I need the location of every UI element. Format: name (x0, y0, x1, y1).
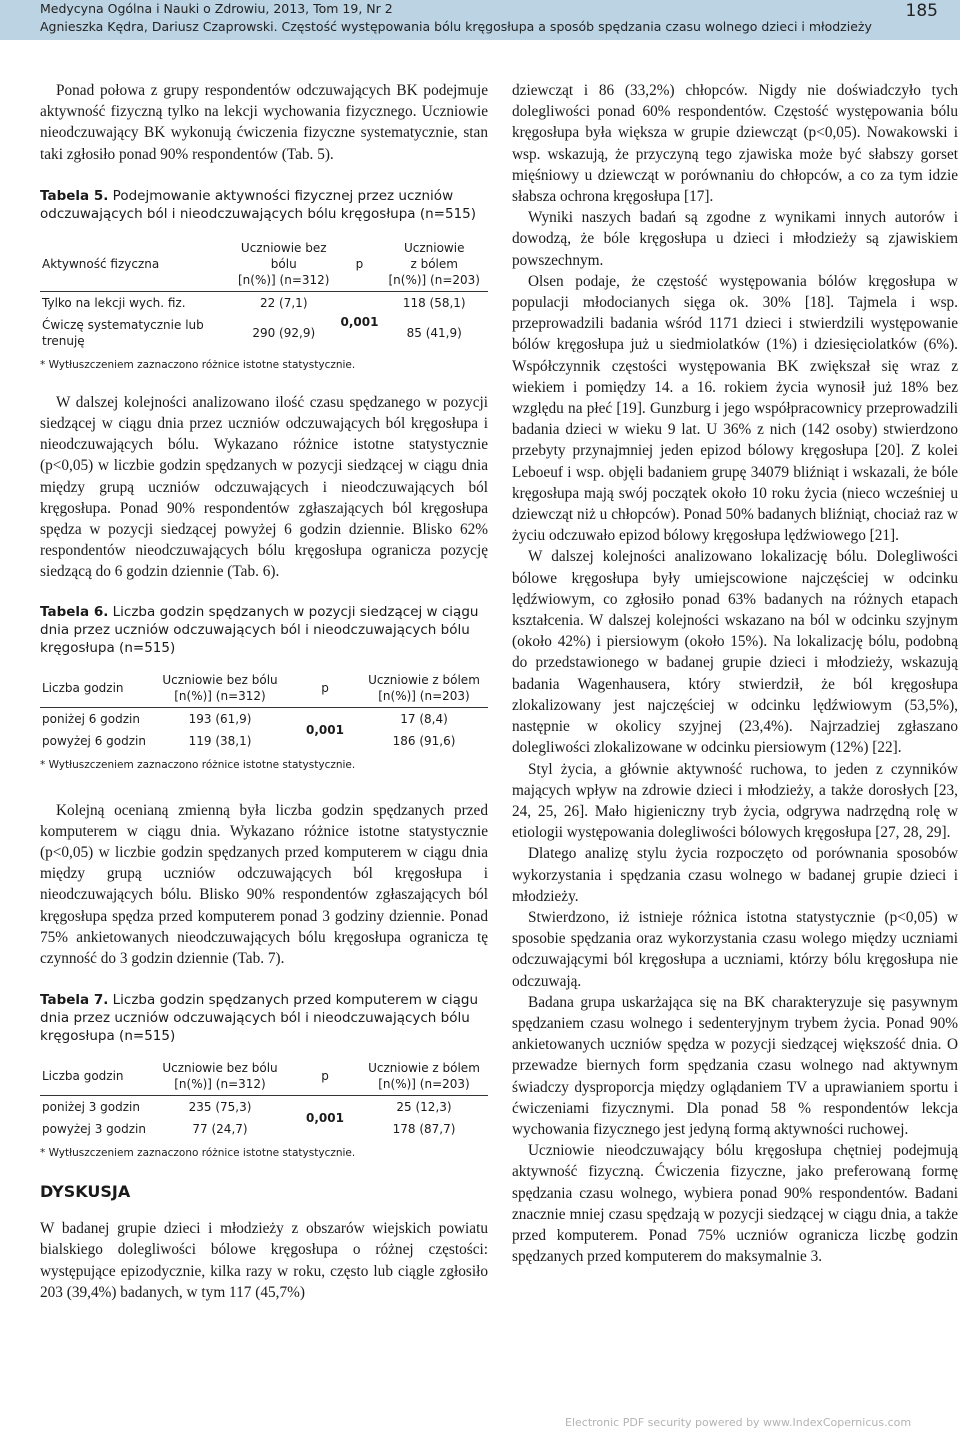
p-value: 0,001 (306, 722, 344, 737)
cell-value: 186 (91,6) (392, 733, 456, 748)
header-cell: p (290, 669, 360, 708)
header-cell: Liczba godzin (40, 1057, 150, 1096)
table-label: Tabela 5. (40, 187, 109, 204)
table-header-row (40, 237, 488, 292)
pdf-security-footer: Electronic PDF security powered by www.IndexCopernicus.com (565, 1416, 912, 1429)
cell-value: 25 (12,3) (396, 1100, 452, 1115)
caption-text: Liczba godzin spędzanych przed komputerem w ciągu dnia przez uczniów odczuwających ból i nieodczuwających bólu kręgosłupa (n=515) (40, 992, 479, 1045)
table-caption (40, 187, 488, 223)
table-row (40, 1118, 488, 1140)
row-label: poniżej 6 godzin (42, 711, 140, 726)
header-cell: Uczniowie z bólem [n(%)] (n=203) (360, 669, 488, 708)
row-label: Tylko na lekcji wych. fiz. (42, 295, 186, 310)
table-note: * Wytłuszczeniem zaznaczono różnice istotne statystycznie. (40, 758, 356, 771)
header-cell: Uczniowie bez bólu [n(%)] (n=312) (229, 237, 339, 292)
table-row (40, 291, 488, 314)
left-column (40, 80, 488, 1303)
caption-text: Liczba godzin spędzanych w pozycji siedzącej w ciągu dnia przez uczniów odczuwających ból i nieodczuwających bólu kręgosłupa (n=515) (40, 603, 479, 656)
cell-value: 85 (41,9) (406, 325, 462, 340)
running-header (0, 0, 960, 40)
paragraph: Wyniki naszych badań są zgodne z wynikami innych autorów i dowodzą, że bóle kręgosłupa u dzieci i młodzieży są zjawiskiem powszechnym. (512, 209, 958, 269)
paragraph: Styl życia, a głównie aktywność ruchowa, to jeden z czynników mających wpływ na zdrowie dzieci i młodzieży, a także dorosłych [23, 24, 25, 26]. Mało higieniczny tryb życia, odgrywa nadrzędną rolę w etiologii występowania dolegliwości bólowych kręgosłupa [27, 28, 29]. (512, 760, 958, 842)
page-number: 185 (905, 1, 938, 21)
paragraph: W badanej grupie dzieci i młodzieży z obszarów wiejskich powiatu bialskiego dolegliwości bólowe kręgosłupa o różnej częstości: występujące epizodycznie, kilka razy w roku, często lub ciągle zgłosiło 203 (39,4%) badanych, w tym 117 (45,7%) (40, 1220, 488, 1301)
paragraph: Badana grupa uskarżająca się na BK charakteryzuje się pasywnym spędzaniem czasu wolnego i sedenteryjnym trybem życia. Ponad 90% ankietowanych uczniów spędza w pozycji siedzącej większość dnia. O przewadze biernych form spędzania czasu wolnego nad aktywnym świadczy dysproporcja między oglądaniem TV a uprawianiem sportu i ćwiczeniami fizycznymi. Dla ponad 58 % respondentów lekcja wychowania fizycznego jest jedyną formą aktywności ruchowej. (512, 993, 958, 1138)
table-row (40, 1096, 488, 1119)
cell-value: 118 (58,1) (402, 295, 466, 310)
row-label: powyżej 6 godzin (42, 733, 146, 748)
data-table (40, 669, 488, 752)
p-value: 0,001 (340, 314, 379, 329)
cell-value: 17 (8,4) (400, 711, 448, 726)
cell-value: 178 (87,7) (392, 1122, 456, 1137)
table-label: Tabela 7. (40, 992, 109, 1009)
data-table (40, 237, 488, 352)
header-cell: p (290, 1057, 360, 1096)
row-label: poniżej 3 godzin (42, 1100, 140, 1115)
section-heading: DYSKUSJA (40, 1182, 131, 1202)
cell-value: 235 (75,3) (188, 1100, 252, 1115)
table-header-row (40, 1057, 488, 1096)
right-column (512, 80, 958, 1267)
table-row (40, 707, 488, 730)
header-cell: Uczniowie z bólem [n(%)] (n=203) (360, 1057, 488, 1096)
header-cell: p (338, 237, 380, 292)
table-6 (40, 603, 488, 772)
header-cell: Uczniowie bez bólu [n(%)] (n=312) (150, 1057, 290, 1096)
table-7 (40, 991, 488, 1160)
table-caption (40, 603, 488, 657)
table-5 (40, 187, 488, 372)
cell-value: 119 (38,1) (188, 733, 252, 748)
table-note: * Wytłuszczeniem zaznaczono różnice istotne statystycznie. (40, 358, 356, 371)
table-row (40, 730, 488, 752)
header-cell: Uczniowie z bólem [n(%)] (n=203) (380, 237, 488, 292)
data-table (40, 1057, 488, 1140)
table-caption (40, 991, 488, 1045)
cell-value: 290 (92,9) (252, 325, 316, 340)
cell-value: 77 (24,7) (192, 1122, 248, 1137)
caption-text: Podejmowanie aktywności fizycznej przez uczniów odczuwających ból i nieodczuwających bólu kręgosłupa (n=515) (40, 187, 477, 222)
header-cell: Uczniowie bez bólu [n(%)] (n=312) (150, 669, 290, 708)
p-value: 0,001 (306, 1111, 344, 1126)
paragraph: Stwierdzono, iż istnieje różnica istotna statystycznie (p<0,05) w sposobie spędzania oraz wykorzystania czasu wolego między uczniami odczuwającymi ból kręgosłupa a uczniami, którzy bólu kręgosłupa nie odczuwają. (512, 908, 958, 990)
paragraph: Uczniowie nieodczuwający bólu kręgosłupa chętniej podejmują aktywność fizyczną. Ćwiczenia fizyczne, jako preferowaną formę spędzania czasu wolnego, wybiera ponad 90% respondentów. Badani znacznie mniej czasu spędzają w pozycji siedzącej w ciągu dnia, a także przed komputerem. Ponad 75% uczniów ogranicza liczbę godzin spędzanych przed komputerem do maksymalnie 3. (512, 1142, 958, 1266)
header-cell: Aktywność fizyczna (40, 237, 229, 292)
paragraph: Ponad połowa z grupy respondentów odczuwających BK podejmuje aktywność fizyczną tylko na lekcji wychowania fizycznego. Uczniowie nieodczuwający BK wykonują ćwiczenia fizyczne systematycznie, stan taki zgłosiło ponad 90% respondentów (Tab. 5). (40, 82, 488, 163)
paragraph: W dalszej kolejności analizowano lokalizację bólu. Dolegliwości bólowe kręgosłupa były umiejscowione najczęściej w odcinku lędźwiowym, co zgłosiło ponad 63% badanych na różnych etapach kształcenia. W dalszej kolejności wskazano na ból w odcinku szyjnym (około 42%) i piersiowym (około 15%). Na lokalizację bólu, podobną do przedstawionego w badanej grupie dzieci i młodzieży, wskazują badania Wagenhausera, który stwierdził, że ból kręgosłupa zlokalizowany jest najczęściej w odcinku lędźwiowym (53,5%), następnie w okolicy szyjnej (23,4%). Najrzadziej zgłaszano dolegliwości zlokalizowane w odcinku piersiowym (12%) [22]. (512, 548, 958, 757)
table-label: Tabela 6. (40, 603, 109, 620)
cell-value: 22 (7,1) (259, 295, 308, 310)
paragraph: Kolejną ocenianą zmienną była liczba godzin spędzanych przed komputerem w ciągu dnia. Wykazano różnice istotne statystycznie (p<0,05) w liczbie godzin spędzanych przed komputerem w ciągu dnia między grupą uczniów odczuwających ból kręgosłupa i nieodczuwających bólu. Blisko 90% respondentów zgłaszających ból kręgosłupa spędza przed komputerem ponad 3 godziny dziennie. Ponad 75% ankietowanych nieodczuwających bólu kręgosłupa ogranicza tę czynność do 3 godzin dziennie (Tab. 7). (40, 801, 488, 968)
table-note: * Wytłuszczeniem zaznaczono różnice istotne statystycznie. (40, 1147, 356, 1160)
table-row (40, 314, 488, 352)
table-header-row (40, 669, 488, 708)
journal-title: Medycyna Ogólna i Nauki o Zdrowiu, 2013, Tom 19, Nr 2 (40, 1, 393, 16)
header-cell: Liczba godzin (40, 669, 150, 708)
cell-value: 193 (61,9) (188, 711, 252, 726)
paragraph: dziewcząt i 86 (33,2%) chłopców. Nigdy nie doświadczyło tych dolegliwości ponad 60% respondentów. Częstość występowania bólu kręgosłupa była większa w grupie dziewcząt (p<0,05). Nowakowski i wsp. wskazują, że przyczyną tego zjawiska może być słabszy gorset mięśniowy u dziewcząt w porównaniu do chłopców, a co za tym idzie słabsza ochrona kręgosłupa [17]. (512, 82, 958, 206)
paragraph: Olsen podaje, że częstość występowania bólów kręgosłupa w populacji młodocianych sięga ok. 30% [18]. Tajmela i wsp. przeprowadzili badania wśród 1171 dzieci i stwierdzili występowanie bólów kręgosłupa już u siedmiolatków (1%) i dziesięciolatków (6%). Współczynnik częstości występowania BK zwiększał się wraz z wiekiem i pomiędzy 14. a 16. rokiem życia wynosił już 18% bez względu na płeć [19]. Gunzburg i jego współpracownicy przeprowadzili badania dzieci w wieku 9 lat. U 36% z nich (142 osoby) stwierdzono przebyty przynajmniej jeden epizod bólowy kręgosłupa [20]. Z kolei Leboeuf i wsp. objęli badaniem grupę 34079 bliźniąt i wskazali, że bóle kręgosłupa mają swój początek około 10 roku życia (nieco wcześniej u dziewcząt niż u chłopców). Ponad 50% badanych bliźniąt, chociaż raz w życiu odczuwało epizod bólowy kręgosłupa lędźwiowego [21]. (512, 272, 958, 545)
row-label: powyżej 3 godzin (42, 1122, 146, 1137)
article-authors-title: Agnieszka Kędra, Dariusz Czaprowski. Częstość występowania bólu kręgosłupa a sposób spędzania czasu wolnego dzieci i młodzieży (40, 19, 872, 34)
paragraph: W dalszej kolejności analizowano ilość czasu spędzanego w pozycji siedzącej w ciągu dnia przez uczniów odczuwających ból kręgosłupa i nieodczuwających bólu. Wykazano różnice istotne statystycznie (p<0,05) w liczbie godzin spędzanych w pozycji siedzącej w ciągu dnia między grupą uczniów odczuwających i nieodczuwających ból kręgosłupa. Ponad 90% respondentów zgłaszających ból kręgosłupa spędza w pozycji siedzącej powyżej 6 godzin dziennie. Blisko 62% respondentów nieodczuwających bólu kręgosłupa ogranicza pozycję siedzącą do 6 godzin dziennie (Tab. 6). (40, 393, 488, 581)
row-label: Ćwiczę systematycznie lub trenuję (42, 317, 204, 348)
paragraph: Dlatego analizę stylu życia rozpoczęto od porównania sposobów wykorzystania i spędzania czasu wolnego w badanej grupie dzieci i młodzieży. (512, 845, 958, 905)
